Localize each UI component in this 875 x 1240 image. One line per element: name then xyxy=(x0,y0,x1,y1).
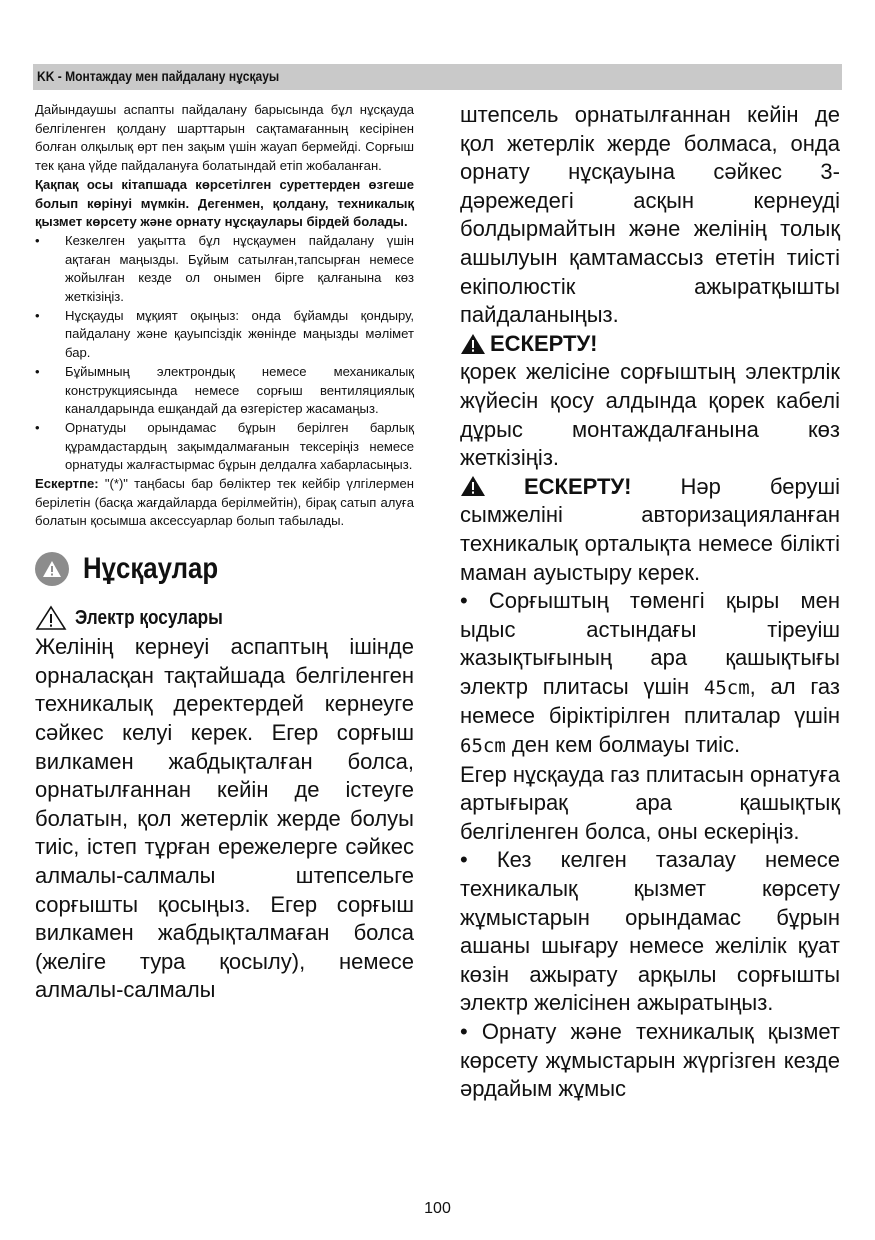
bullet-icon: • xyxy=(35,307,40,323)
list-item xyxy=(35,419,414,475)
warning-heading xyxy=(460,330,840,359)
bullet-list xyxy=(35,232,414,475)
note-paragraph xyxy=(35,475,414,531)
right-column xyxy=(460,101,840,1104)
distance-paragraph xyxy=(460,587,840,761)
subsection-heading xyxy=(35,603,414,633)
maintenance-paragraph: • Орнату және техникалық қызмет көрсету жұмыстарын жүргізген кезде әрдайым жұмыс xyxy=(460,1019,840,1102)
bullet-icon: • xyxy=(35,419,40,435)
header-title: KK - Монтаждау мен пайдалану нұсқауы xyxy=(37,68,280,84)
page-number: 100 xyxy=(424,1200,451,1217)
warning-paragraph-2 xyxy=(460,473,840,587)
notice-paragraph: Қақпақ осы кітапшада көрсетілген суреттерден өзгеше болып көрінуі мүмкін. Дегенмен, қолдану, техникалық қызмет көрсету және орнату нұсқаулары бірдей болады. xyxy=(35,176,414,230)
note-label: Ескертпе: xyxy=(35,476,99,492)
list-item xyxy=(35,363,414,419)
list-item-text: Нұсқауды мұқият оқыңыз: онда бұйамды қондыру, пайдалану және қауыпсіздік жөнінде маңызды мәлімет бар. xyxy=(65,307,414,361)
warning-label: ЕСКЕРТУ! xyxy=(490,330,598,356)
warning-circle-icon xyxy=(35,552,69,586)
distance-gas: 65cm xyxy=(460,735,506,758)
distance-electric: 45cm xyxy=(703,676,750,699)
list-item-text: Кезкелген уақытта бұл нұсқаумен пайдалану үшін ақтаған маңызды. Бұйым сатылған,тапсырған немесе жойылған кезде ол онымен бірге қалғанына көз жеткізіңіз. xyxy=(65,232,414,305)
warning-triangle-icon xyxy=(460,475,486,497)
left-column xyxy=(35,101,414,1005)
list-item-text: Бұйымның электрондық немесе механикалық конструкциясында немесе сорғыш вентиляциялық каналдарында ешқандай да өзгерістер жасамаңыз. xyxy=(65,363,414,417)
header-bar xyxy=(33,64,842,90)
warning-label-2: ЕСКЕРТУ! xyxy=(524,473,632,499)
list-item xyxy=(35,232,414,307)
warning-text: қорек желісіне сорғыштың электрлік жүйесін қосу алдында қорек кабелі дұрыс монтаждалғанына көз жеткізіңіз. xyxy=(460,359,840,471)
section-title: Нұсқаулар xyxy=(83,552,219,586)
distance-text-a: • Сорғыштың төменгі қыры мен ыдыс астындағы тіреуіш жазықтығының ара қашықтығы электр плитасы үшін xyxy=(460,588,840,699)
list-item xyxy=(35,307,414,363)
switch-paragraph: штепсель орнатылғаннан кейін де қол жетерлік жерде болмаса, онда орнату нұсқауына сәйкес 3-дәрежедегі асқын кернеуді болдырмайтын және желінің толық ашылуын қамтамассыз ететін тиісті екіполюстік ажыратқышты пайдаланыңыз. xyxy=(460,102,840,328)
disconnect-paragraph: • Кез келген тазалау немесе техникалық қызмет көрсету жұмыстарын орындамас бұрын ашаны шығару немесе желілік қуат көзін ажырату арқылы сорғышты электр желісінен ажыратыңыз. xyxy=(460,847,840,1016)
warning-outline-icon xyxy=(35,605,67,631)
electrical-paragraph: Желінің кернеуі аспаптың ішінде орналасқан тақтайшада белгіленген техникалық деректердей кернеуге сәйкес келуі керек. Егер сорғыш вилкамен жабдықталған болса, орнатылғаннан кейін де істеуге болатын, қол жетерлік жерде болуы тиіс, істеп тұрған ережелерге сәйкес алмалы-салмалы штепсельге сорғышты қосыңыз. Егер сорғыш вилкамен жабдықталмаған болса (желіге тура қосылу), немесе алмалы-салмалы xyxy=(35,634,414,1003)
intro-paragraph: Дайындаушы аспапты пайдалану барысында бұл нұсқауда белгіленген қолдану шарттарын сақтамағанның кесірінен болған олқылық өрт пен зақым үшін жауап бермейді. Сорғыш тек қана үйде пайдалануға болатындай етіп жобаланған. xyxy=(35,102,414,174)
distance-text-b: , ал газ немесе біріктірілген плиталар үшін xyxy=(460,673,841,729)
section-heading xyxy=(35,545,414,593)
list-item-text: Орнатуды орындамас бұрын берілген барлық құрамдастардың зақымдалмағанын тексеріңіз немесе орнатуды жалғастырмас бұрын делдалға хабарласыңыз. xyxy=(65,419,414,473)
bullet-icon: • xyxy=(35,232,40,248)
distance-text-c: ден кем болмауы тиіс. xyxy=(505,732,741,758)
warning-triangle-icon xyxy=(460,333,486,355)
warning-text-2: Нәр беруші сымжеліні авторизацияланған техникалық орталықта немесе білікті маман ауыстыру керек. xyxy=(460,473,840,585)
bullet-icon: • xyxy=(35,363,40,379)
note-text: "(*)" таңбасы бар бөліктер тек кейбір үлгілермен берілетін (басқа жағдайларда берілмейтін), бірақ сатып алуға болатын қосымша аксессуарлар болып табылады. xyxy=(35,476,414,529)
subsection-title: Электр қосулары xyxy=(75,606,223,629)
gas-paragraph: Егер нұсқауда газ плитасын орнатуға артығырақ ара қашықтық белгіленген болса, оны ескеріңіз. xyxy=(460,761,840,844)
